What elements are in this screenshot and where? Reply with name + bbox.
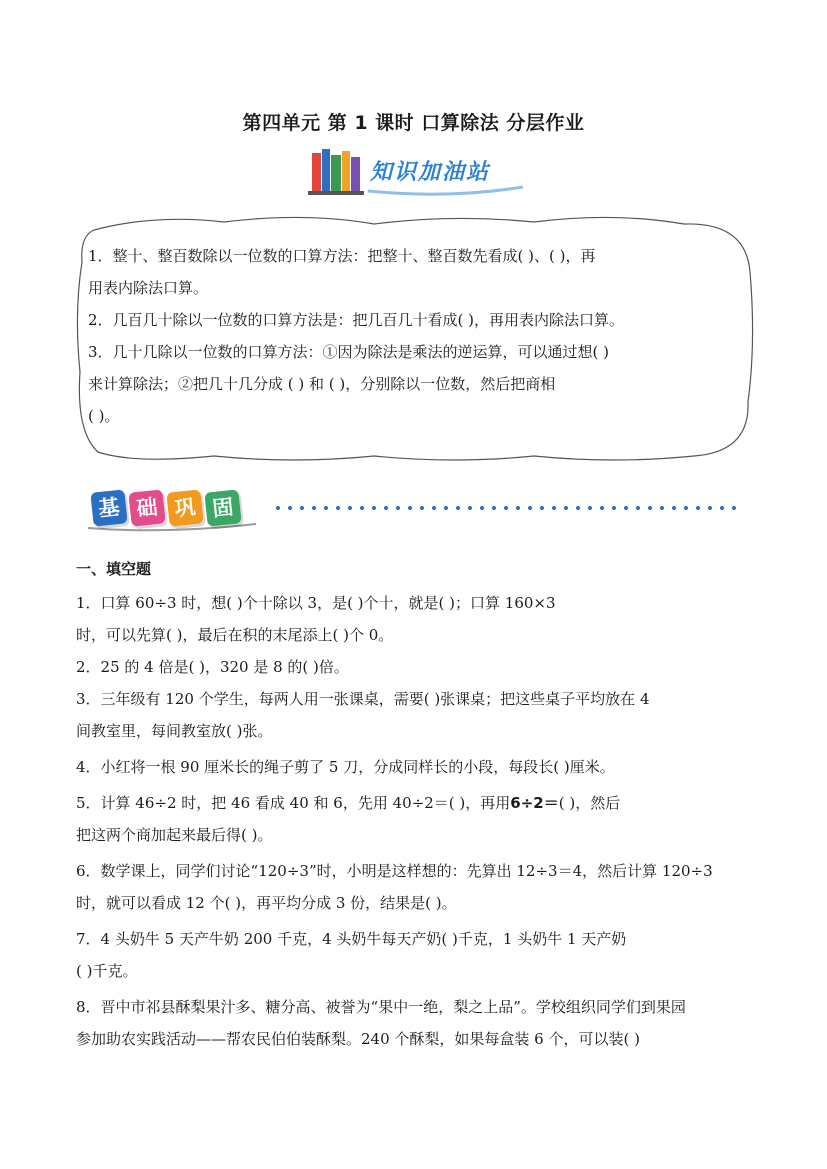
knowledge-banner-label: 知识加油站 <box>370 160 491 185</box>
question-text: ( )，然后 <box>558 794 621 812</box>
question-line: 时，就可以看成 12 个( )，再平均分成 3 份，结果是( )。 <box>76 894 457 912</box>
question-emphasis: 6÷2＝ <box>510 794 559 812</box>
question-line: 1．口算 60÷3 时，想( )个十除以 3，是( )个十，就是( )；口算 160×3 <box>76 594 556 612</box>
knowledge-line: 1．整十、整百数除以一位数的口算方法：把整十、整百数先看成( )、( )，再 <box>88 247 596 265</box>
question-list <box>76 587 756 1055</box>
question-line: 2．25 的 4 倍是( )，320 是 8 的( )倍。 <box>76 658 349 676</box>
question-line: 把这两个商加起来最后得( )。 <box>76 826 273 844</box>
knowledge-line: 3．几十几除以一位数的口算方法：①因为除法是乘法的逆运算，可以通过想( ) <box>88 343 610 361</box>
question-line: ( )千克。 <box>76 962 138 980</box>
question-text: 5．计算 46÷2 时，把 46 看成 40 和 6，先用 40÷2＝( )，再用 <box>76 794 511 812</box>
section-heading: 一、填空题 <box>76 560 152 578</box>
question-line: 间教室里，每间教室放( )张。 <box>76 722 273 740</box>
question-line <box>76 787 756 819</box>
knowledge-box <box>88 240 744 432</box>
question-line: 参加助农实践活动——帮农民伯伯装酥梨。240 个酥梨，如果每盒装 6 个，可以装( ) <box>76 1030 640 1048</box>
knowledge-line: 来计算除法；②把几十几分成 ( ) 和 ( )，分别除以一位数，然后把商相 <box>88 375 556 393</box>
basic-banner-tile: 巩 <box>166 489 203 526</box>
knowledge-line: 用表内除法口算。 <box>88 279 209 297</box>
question-line: 8．晋中市祁县酥梨果汁多、糖分高、被誉为“果中一绝，梨之上品”。学校组织同学们到果园 <box>76 998 686 1016</box>
question-line: 时，可以先算( )，最后在积的末尾添上( )个 0。 <box>76 626 394 644</box>
books-icon <box>308 149 364 195</box>
basic-banner-tile: 础 <box>128 489 165 526</box>
knowledge-line: ( )。 <box>88 407 120 425</box>
question-line: 3．三年级有 120 个学生，每两人用一张课桌，需要( )张课桌；把这些桌子平均放在 4 <box>76 690 650 708</box>
knowledge-line: 2．几百几十除以一位数的口算方法是：把几百几十看成( )，再用表内除法口算。 <box>88 311 625 329</box>
basic-banner-tile: 基 <box>90 489 127 526</box>
question-line: 4．小红将一根 90 厘米长的绳子剪了 5 刀，分成同样长的小段，每段长( )厘米。 <box>76 758 615 776</box>
question-line: 6．数学课上，同学们讨论“120÷3”时，小明是这样想的：先算出 12÷3＝4，然后计算 120÷3 <box>76 862 713 880</box>
page-title: 第四单元 第 1 课时 口算除法 分层作业 <box>242 112 585 134</box>
basic-banner-tile: 固 <box>204 489 241 526</box>
question-line: 7．4 头奶牛 5 天产牛奶 200 千克，4 头奶牛每天产奶( )千克，1 头奶牛 1 天产奶 <box>76 930 627 948</box>
